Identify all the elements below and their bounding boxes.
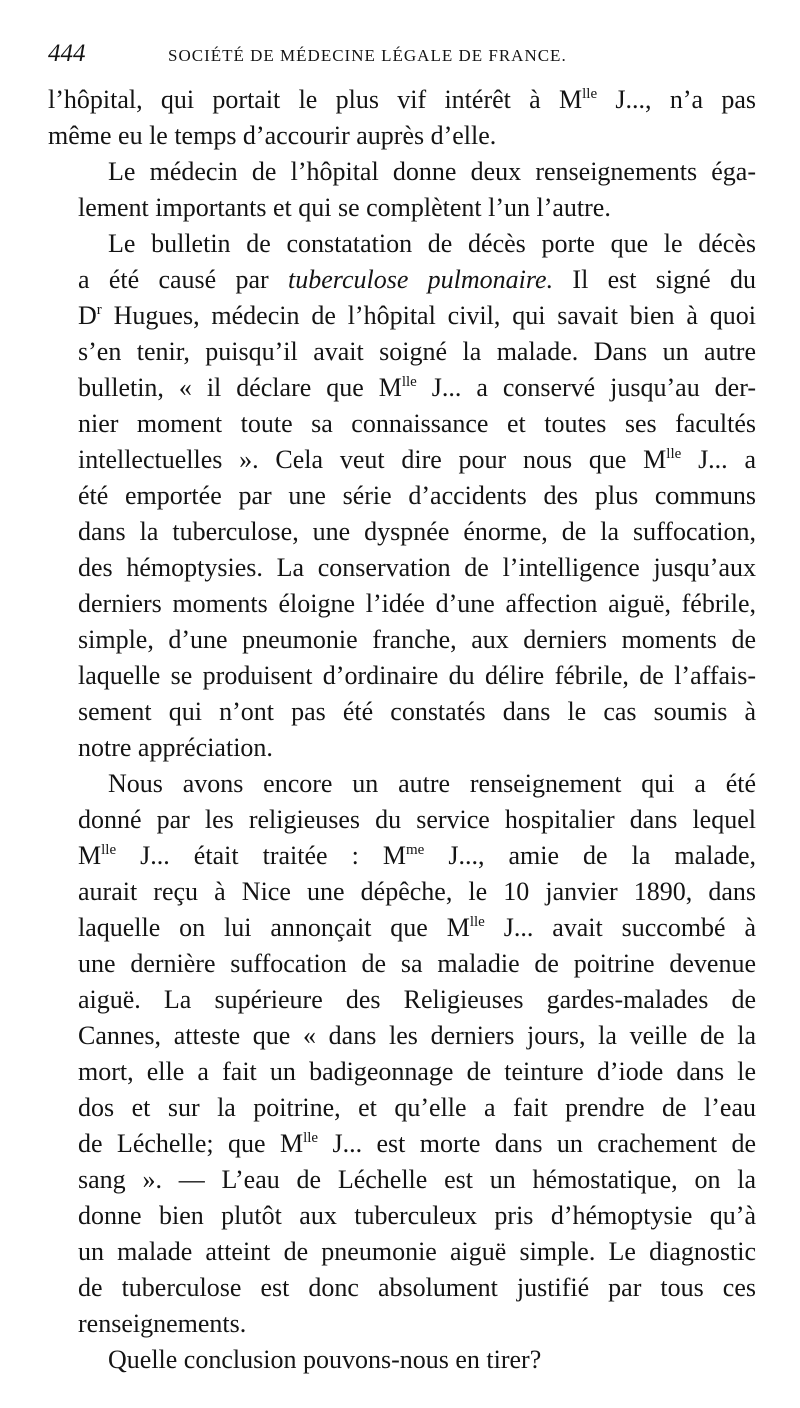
text-line: de tuberculose est donc absolument justifié par tous ces [78,1273,756,1302]
paragraph [48,1342,756,1378]
text-line: des hémoptysies. La conservation de l’intelligence jusqu’aux [78,553,756,582]
page-number: 444 [48,40,86,67]
text-line: été emportée par une série d’accidents des plus communs [78,481,756,510]
text-line: Cannes, atteste que « dans les derniers jours, la veille de la [78,1021,756,1050]
text-line: même eu le temps d’accourir auprès d’elle. [48,121,497,150]
text-line: $D^r$ Hugues, médecin de l’hôpital civil, qui savait bien à quoi [78,301,756,330]
text-line: mort, elle a fait un badigeonnage de teinture d’iode dans le [78,1057,756,1086]
text-line: laquelle se produisent d’ordinaire du délire fébrile, de l’affais- [78,661,756,690]
text-line: a été causé par tuberculose pulmonaire. Il est signé du [78,265,756,294]
text-line: renseignements. [78,1309,247,1338]
text-line: simple, d’une pneumonie franche, aux derniers moments de [78,625,756,654]
text-line: sang ». — L’eau de Léchelle est un hémostatique, on la [78,1165,756,1194]
text-line: Le médecin de l’hôpital donne deux renseignements éga- [108,157,756,186]
text-line: s’en tenir, puisqu’il avait soigné la malade. Dans un autre [78,337,756,366]
paragraph [48,82,756,154]
page-header [48,40,756,76]
text-line: notre appréciation. [78,733,273,762]
text-line: nier moment toute sa connaissance et toutes ses facultés [78,409,756,438]
text-line: Quelle conclusion pouvons-nous en tirer? [108,1345,542,1374]
text-line: dos et sur la poitrine, et qu’elle a fait prendre de l’eau [78,1093,756,1122]
text-line: Le bulletin de constatation de décès porte que le décès [108,229,756,258]
text-line: dans la tuberculose, une dyspnée énorme, de la suffocation, [78,517,756,546]
paragraph [48,226,756,766]
text-line: donne bien plutôt aux tuberculeux pris d’hémoptysie qu’à [78,1201,756,1230]
paragraph [48,766,756,1342]
text-line: un malade atteint de pneumonie aiguë simple. Le diagnostic [78,1237,756,1266]
text-line: $M^{lle}$ J... était traitée : $M^{me}$ J..., amie de la malade, [78,841,756,870]
text-line: sement qui n’ont pas été constatés dans le cas soumis à [78,697,756,726]
text-line: intellectuelles ». Cela veut dire pour nous que $M^{lle}$ J... a [78,445,756,474]
text-line: Nous avons encore un autre renseignement qui a été [108,769,756,798]
text-line: l’hôpital, qui portait le plus vif intérêt à $M^{lle}$ J..., n’a pas [48,85,756,114]
text-line: aiguë. La supérieure des Religieuses gardes-malades de [78,985,756,1014]
text-line: une dernière suffocation de sa maladie de poitrine devenue [78,949,756,978]
paragraph [48,154,756,226]
text-line: bulletin, « il déclare que $M^{lle}$ J... a conservé jusqu’au der- [78,373,756,402]
body-text [48,82,756,1378]
text-line: lement importants et qui se complètent l’un l’autre. [78,193,611,222]
text-line: laquelle on lui annonçait que $M^{lle}$ J... avait succombé à [78,913,756,942]
text-line: de Léchelle; que $M^{lle}$ J... est morte dans un crachement de [78,1129,756,1158]
running-head: SOCIÉTÉ DE MÉDECINE LÉGALE DE FRANCE. [168,46,567,65]
text-line: aurait reçu à Nice une dépêche, le 10 janvier 1890, dans [78,877,756,906]
text-line: derniers moments éloigne l’idée d’une affection aiguë, fébrile, [78,589,756,618]
text-line: donné par les religieuses du service hospitalier dans lequel [78,805,756,834]
